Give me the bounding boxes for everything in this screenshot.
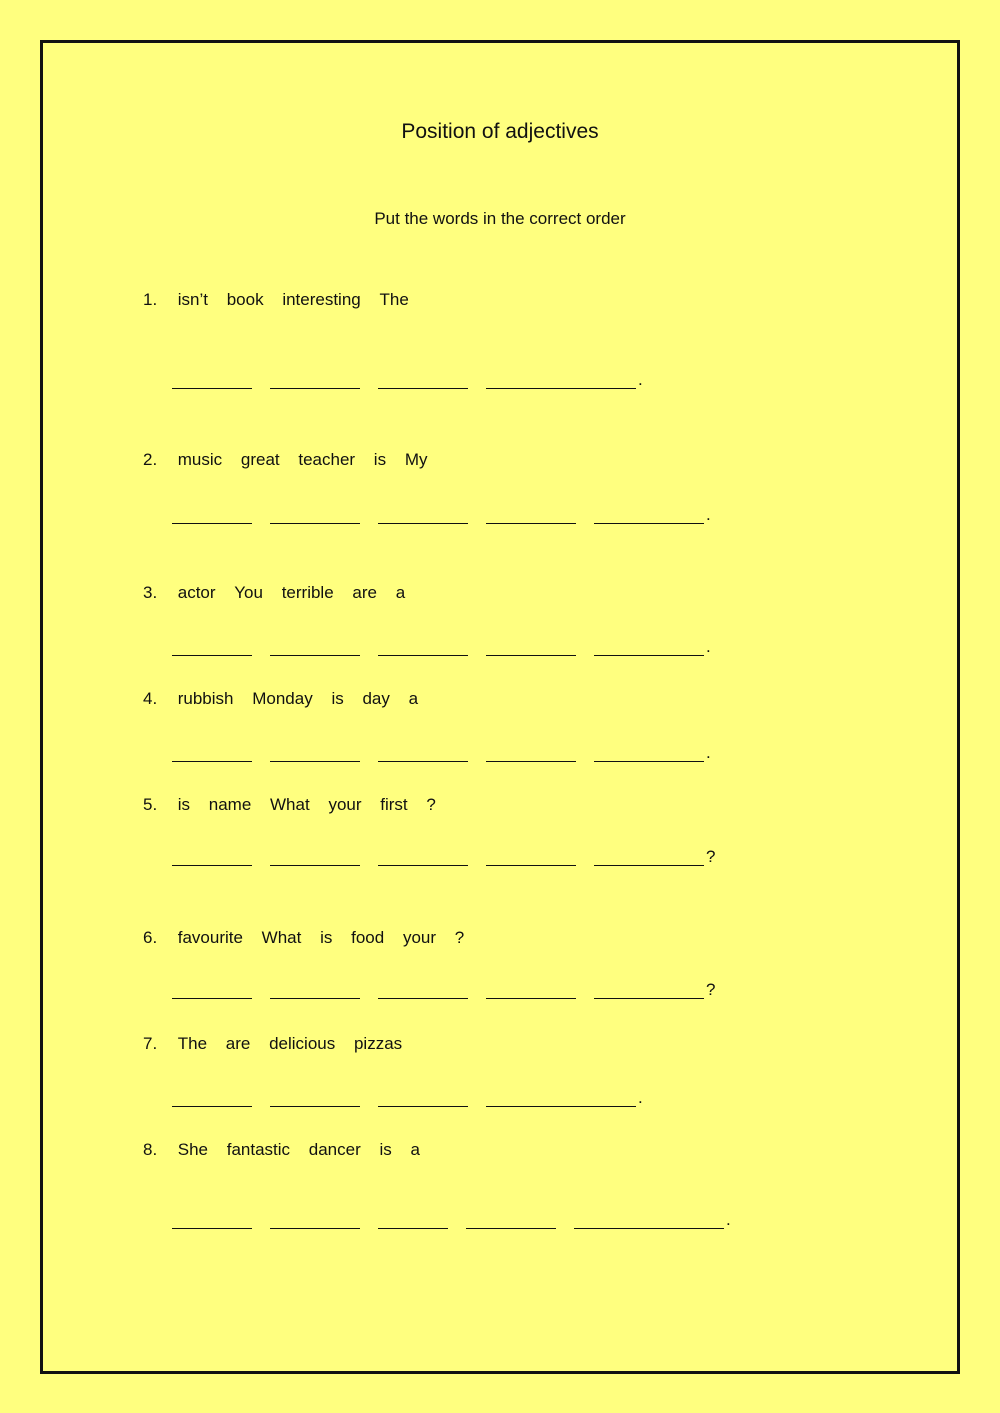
answer-blank[interactable] <box>378 1088 468 1107</box>
word: She <box>177 1140 208 1159</box>
answer-blank[interactable] <box>486 370 636 389</box>
word: is <box>379 1140 392 1159</box>
answer-blank[interactable] <box>486 505 576 524</box>
question-number: 1. <box>143 290 158 309</box>
instructions: Put the words in the correct order <box>374 209 626 228</box>
answer-blank[interactable] <box>172 847 252 866</box>
end-punctuation: . <box>638 1088 643 1107</box>
answer-line-1[interactable] <box>172 370 643 389</box>
word: fantastic <box>226 1140 291 1159</box>
answer-blank[interactable] <box>486 980 576 999</box>
answer-blank[interactable] <box>172 1088 252 1107</box>
end-punctuation: . <box>638 370 643 389</box>
question-6 <box>143 928 478 948</box>
word: first <box>380 795 408 814</box>
answer-blank[interactable] <box>574 1210 724 1229</box>
answer-line-5[interactable] <box>172 847 715 866</box>
word: The <box>379 290 409 309</box>
answer-blank[interactable] <box>378 1210 448 1229</box>
answer-blank[interactable] <box>270 637 360 656</box>
word: ? <box>454 928 465 947</box>
word: terrible <box>281 583 334 602</box>
answer-blank[interactable] <box>486 637 576 656</box>
word: your <box>402 928 437 947</box>
answer-line-8[interactable] <box>172 1210 731 1229</box>
question-number: 7. <box>143 1034 158 1053</box>
word: isn’t <box>177 290 208 309</box>
answer-line-3[interactable] <box>172 637 711 656</box>
answer-blank[interactable] <box>594 637 704 656</box>
answer-blank[interactable] <box>378 980 468 999</box>
answer-blank[interactable] <box>172 980 252 999</box>
word: name <box>208 795 252 814</box>
answer-blank[interactable] <box>486 847 576 866</box>
answer-line-2[interactable] <box>172 505 711 524</box>
answer-blank[interactable] <box>270 1210 360 1229</box>
word: What <box>270 795 310 814</box>
word: book <box>226 290 264 309</box>
answer-blank[interactable] <box>378 505 468 524</box>
question-number: 4. <box>143 689 158 708</box>
word: day <box>362 689 390 708</box>
word: The <box>177 1034 208 1053</box>
question-number: 5. <box>143 795 158 814</box>
word: teacher <box>298 450 356 469</box>
word: delicious <box>269 1034 336 1053</box>
question-number: 8. <box>143 1140 158 1159</box>
end-punctuation: . <box>706 637 711 656</box>
word: My <box>404 450 428 469</box>
answer-line-6[interactable] <box>172 980 715 999</box>
page-title: Position of adjectives <box>401 120 599 143</box>
word: actor <box>177 583 216 602</box>
answer-blank[interactable] <box>172 370 252 389</box>
word: a <box>408 689 419 708</box>
word: food <box>351 928 385 947</box>
word: Monday <box>252 689 313 708</box>
end-punctuation: . <box>706 505 711 524</box>
word: favourite <box>177 928 243 947</box>
question-number: 3. <box>143 583 158 602</box>
end-punctuation: ? <box>706 980 716 999</box>
answer-blank[interactable] <box>594 847 704 866</box>
answer-blank[interactable] <box>270 1088 360 1107</box>
end-punctuation: . <box>706 743 711 762</box>
question-number: 2. <box>143 450 158 469</box>
question-4 <box>143 689 432 709</box>
question-1 <box>143 290 423 310</box>
word: is <box>320 928 333 947</box>
word: is <box>373 450 387 469</box>
end-punctuation: . <box>726 1210 731 1229</box>
answer-blank[interactable] <box>378 370 468 389</box>
answer-blank[interactable] <box>172 1210 252 1229</box>
answer-blank[interactable] <box>378 847 468 866</box>
question-3 <box>143 583 419 603</box>
word: music <box>177 450 223 469</box>
word: a <box>410 1140 420 1159</box>
end-punctuation: ? <box>706 847 716 866</box>
answer-blank[interactable] <box>172 743 252 762</box>
answer-blank[interactable] <box>270 980 360 999</box>
answer-blank[interactable] <box>378 637 468 656</box>
answer-blank[interactable] <box>270 847 360 866</box>
word: are <box>225 1034 251 1053</box>
answer-blank[interactable] <box>270 743 360 762</box>
answer-blank[interactable] <box>270 370 360 389</box>
question-8 <box>143 1140 434 1160</box>
word: is <box>177 795 191 814</box>
answer-blank[interactable] <box>378 743 468 762</box>
word: ? <box>426 795 436 814</box>
answer-blank[interactable] <box>172 637 252 656</box>
word: You <box>234 583 263 602</box>
word: pizzas <box>353 1034 403 1053</box>
answer-blank[interactable] <box>270 505 360 524</box>
answer-blank[interactable] <box>594 505 704 524</box>
answer-blank[interactable] <box>486 1088 636 1107</box>
answer-line-7[interactable] <box>172 1088 643 1107</box>
word: is <box>331 689 344 708</box>
word: What <box>261 928 302 947</box>
word: are <box>352 583 377 602</box>
answer-blank[interactable] <box>172 505 252 524</box>
question-number: 6. <box>143 928 158 947</box>
answer-blank[interactable] <box>486 743 576 762</box>
answer-line-4[interactable] <box>172 743 711 762</box>
answer-blank[interactable] <box>594 743 704 762</box>
question-7 <box>143 1034 416 1054</box>
word: a <box>395 583 406 602</box>
question-2 <box>143 450 441 470</box>
word: dancer <box>308 1140 361 1159</box>
word: interesting <box>282 290 361 309</box>
question-5 <box>143 795 450 815</box>
word: great <box>240 450 280 469</box>
word: your <box>328 795 362 814</box>
answer-blank[interactable] <box>594 980 704 999</box>
word: rubbish <box>177 689 234 708</box>
answer-blank[interactable] <box>466 1210 556 1229</box>
